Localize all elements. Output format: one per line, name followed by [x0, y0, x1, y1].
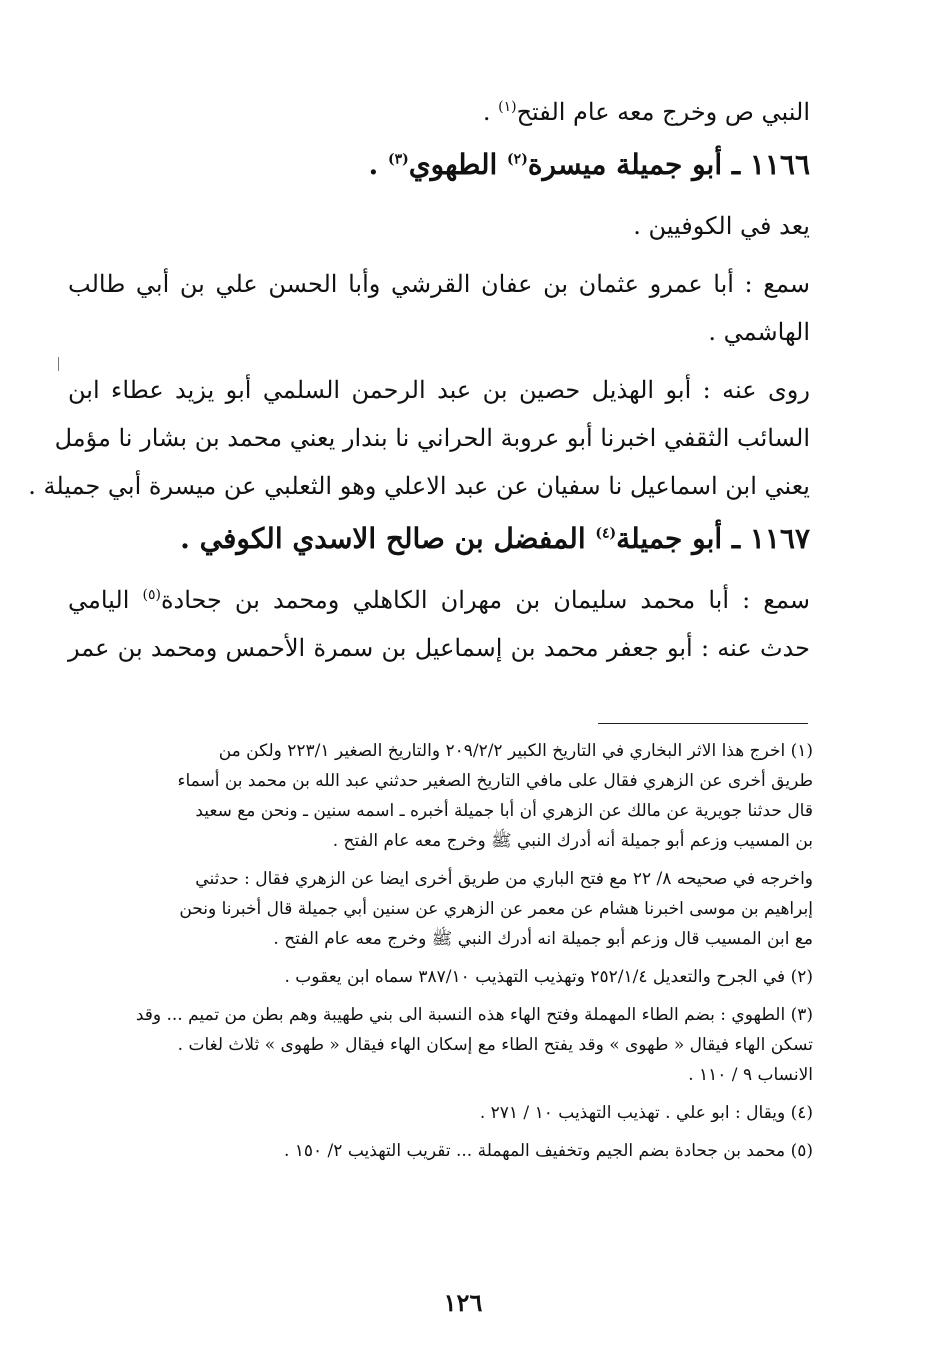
- footnote-ref-2: (٢): [507, 151, 528, 168]
- entry-number: ١١٦٦: [749, 148, 810, 181]
- entry-number: ١١٦٧: [749, 522, 810, 555]
- text-line-1: [68, 88, 810, 136]
- footnote-line: (٥) محمد بن جحادة بضم الجيم وتخفيف المهملة ... تقريب التهذيب ٢/ ١٥٠ .: [283, 1141, 813, 1161]
- line8-end: اليامي: [68, 586, 143, 614]
- footnote-line: (٤) ويقال : ابو علي . تهذيب التهذيب ١٠ / ٢٧١ .: [479, 1103, 813, 1123]
- footnote-3: [75, 1000, 813, 1090]
- line8-text: سمع : أبا محمد سليمان بن مهران الكاهلي ومحمد بن جحادة: [160, 586, 810, 614]
- footnote-line: قال حدثنا جويرية عن مالك عن الزهري أن أبا جميلة أخبره ـ اسمه سنين ـ ونحن مع سعيد: [195, 801, 813, 821]
- entry-name-a: ـ أبو جميلة ميسرة: [527, 148, 750, 181]
- entry-end: .: [368, 148, 388, 181]
- text-line-5: روى عنه : أبو الهذيل حصين بن عبد الرحمن السلمي أبو يزيد عطاء ابن: [68, 376, 810, 404]
- line1-end: .: [482, 98, 499, 126]
- entry-heading-1167: [68, 510, 810, 568]
- footnote-separator: [598, 723, 808, 724]
- footnote-ref-1: (١): [498, 99, 517, 115]
- line1-text: النبي ص وخرج معه عام الفتح: [516, 98, 810, 126]
- footnote-ref-3: (٣): [387, 151, 409, 168]
- footnote-line: (٢) في الجرح والتعديل ٢٥٢/١/٤ وتهذيب التهذيب ٣٨٧/١٠ سماه ابن يعقوب .: [284, 967, 813, 987]
- entry-name-a: ـ أبو جميلة: [616, 522, 750, 555]
- entry-name-b: المفضل بن صالح الاسدي الكوفي .: [180, 522, 596, 555]
- footnote-line: بن المسيب وزعم أبو جميلة أنه أدرك النبي ﷺ وخرج معه عام الفتح .: [332, 831, 813, 851]
- text-line-3: سمع : أبا عمرو عثمان بن عفان القرشي وأبا الحسن علي بن أبي طالب: [68, 270, 810, 298]
- footnote-line: تسكن الهاء فيقال « طهوى » وقد يفتح الطاء مع إسكان الهاء فيقال « طهوى » ثلاث لغات .: [177, 1035, 813, 1055]
- footnote-line: واخرجه في صحيحه ٨/ ٢٢ مع فتح الباري من طريق أخرى ايضا عن الزهري فقال : حدثني: [195, 869, 813, 889]
- text-line-4: الهاشمي .: [708, 318, 810, 346]
- text-line-6: السائب الثقفي اخبرنا أبو عروبة الحراني نا بندار يعني محمد بن بشار نا مؤمل: [54, 424, 810, 452]
- footnote-line: مع ابن المسيب قال وزعم أبو جميلة انه أدرك النبي ﷺ وخرج معه عام الفتح .: [273, 929, 813, 949]
- footnote-line: طريق أخرى عن الزهري فقال على مافي التاريخ الصغير حدثني عبد الله بن محمد بن أسماء: [177, 771, 813, 791]
- footnote-5: [75, 1136, 813, 1166]
- footnote-ref-5: (٥): [142, 587, 161, 603]
- text-line-8: [68, 576, 810, 624]
- entry-heading-1166: [68, 136, 810, 194]
- footnote-ref-4: (٤): [595, 525, 617, 542]
- footnote-line: إبراهيم بن موسى اخبرنا هشام عن معمر عن الزهري عن سنين أبي جميلة قال أخبرنا ونحن: [179, 899, 813, 919]
- footnotes: [75, 736, 813, 1174]
- footnote-line: الانساب ٩ / ١١٠ .: [688, 1065, 813, 1085]
- text-line-9: حدث عنه : أبو جعفر محمد بن إسماعيل بن سمرة الأحمس ومحمد بن عمر: [68, 634, 810, 662]
- entry-name-b: الطهوي: [408, 148, 508, 181]
- text-line-7: يعني ابن اسماعيل نا سفيان عن عبد الاعلي وهو الثعلبي عن ميسرة أبي جميلة .: [28, 472, 810, 500]
- footnote-line: (٣) الطهوي : بضم الطاء المهملة وفتح الهاء هذه النسبة الى بني طهيبة وهم بطن من تميم ... وقد: [135, 1005, 813, 1025]
- footnote-1-continued: [75, 864, 813, 954]
- footnote-4: [75, 1098, 813, 1128]
- text-line-2: يعد في الكوفيين .: [633, 212, 810, 240]
- footnote-2: [75, 962, 813, 992]
- footnote-1: [75, 736, 813, 856]
- footnote-line: (١) اخرج هذا الاثر البخاري في التاريخ الكبير ٢٠٩/٢/٢ والتاريخ الصغير ٢٢٣/١ ولكن من: [218, 741, 813, 761]
- main-text: [28, 88, 810, 672]
- page-number: ١٢٦: [443, 1288, 483, 1317]
- margin-mark: [58, 357, 59, 371]
